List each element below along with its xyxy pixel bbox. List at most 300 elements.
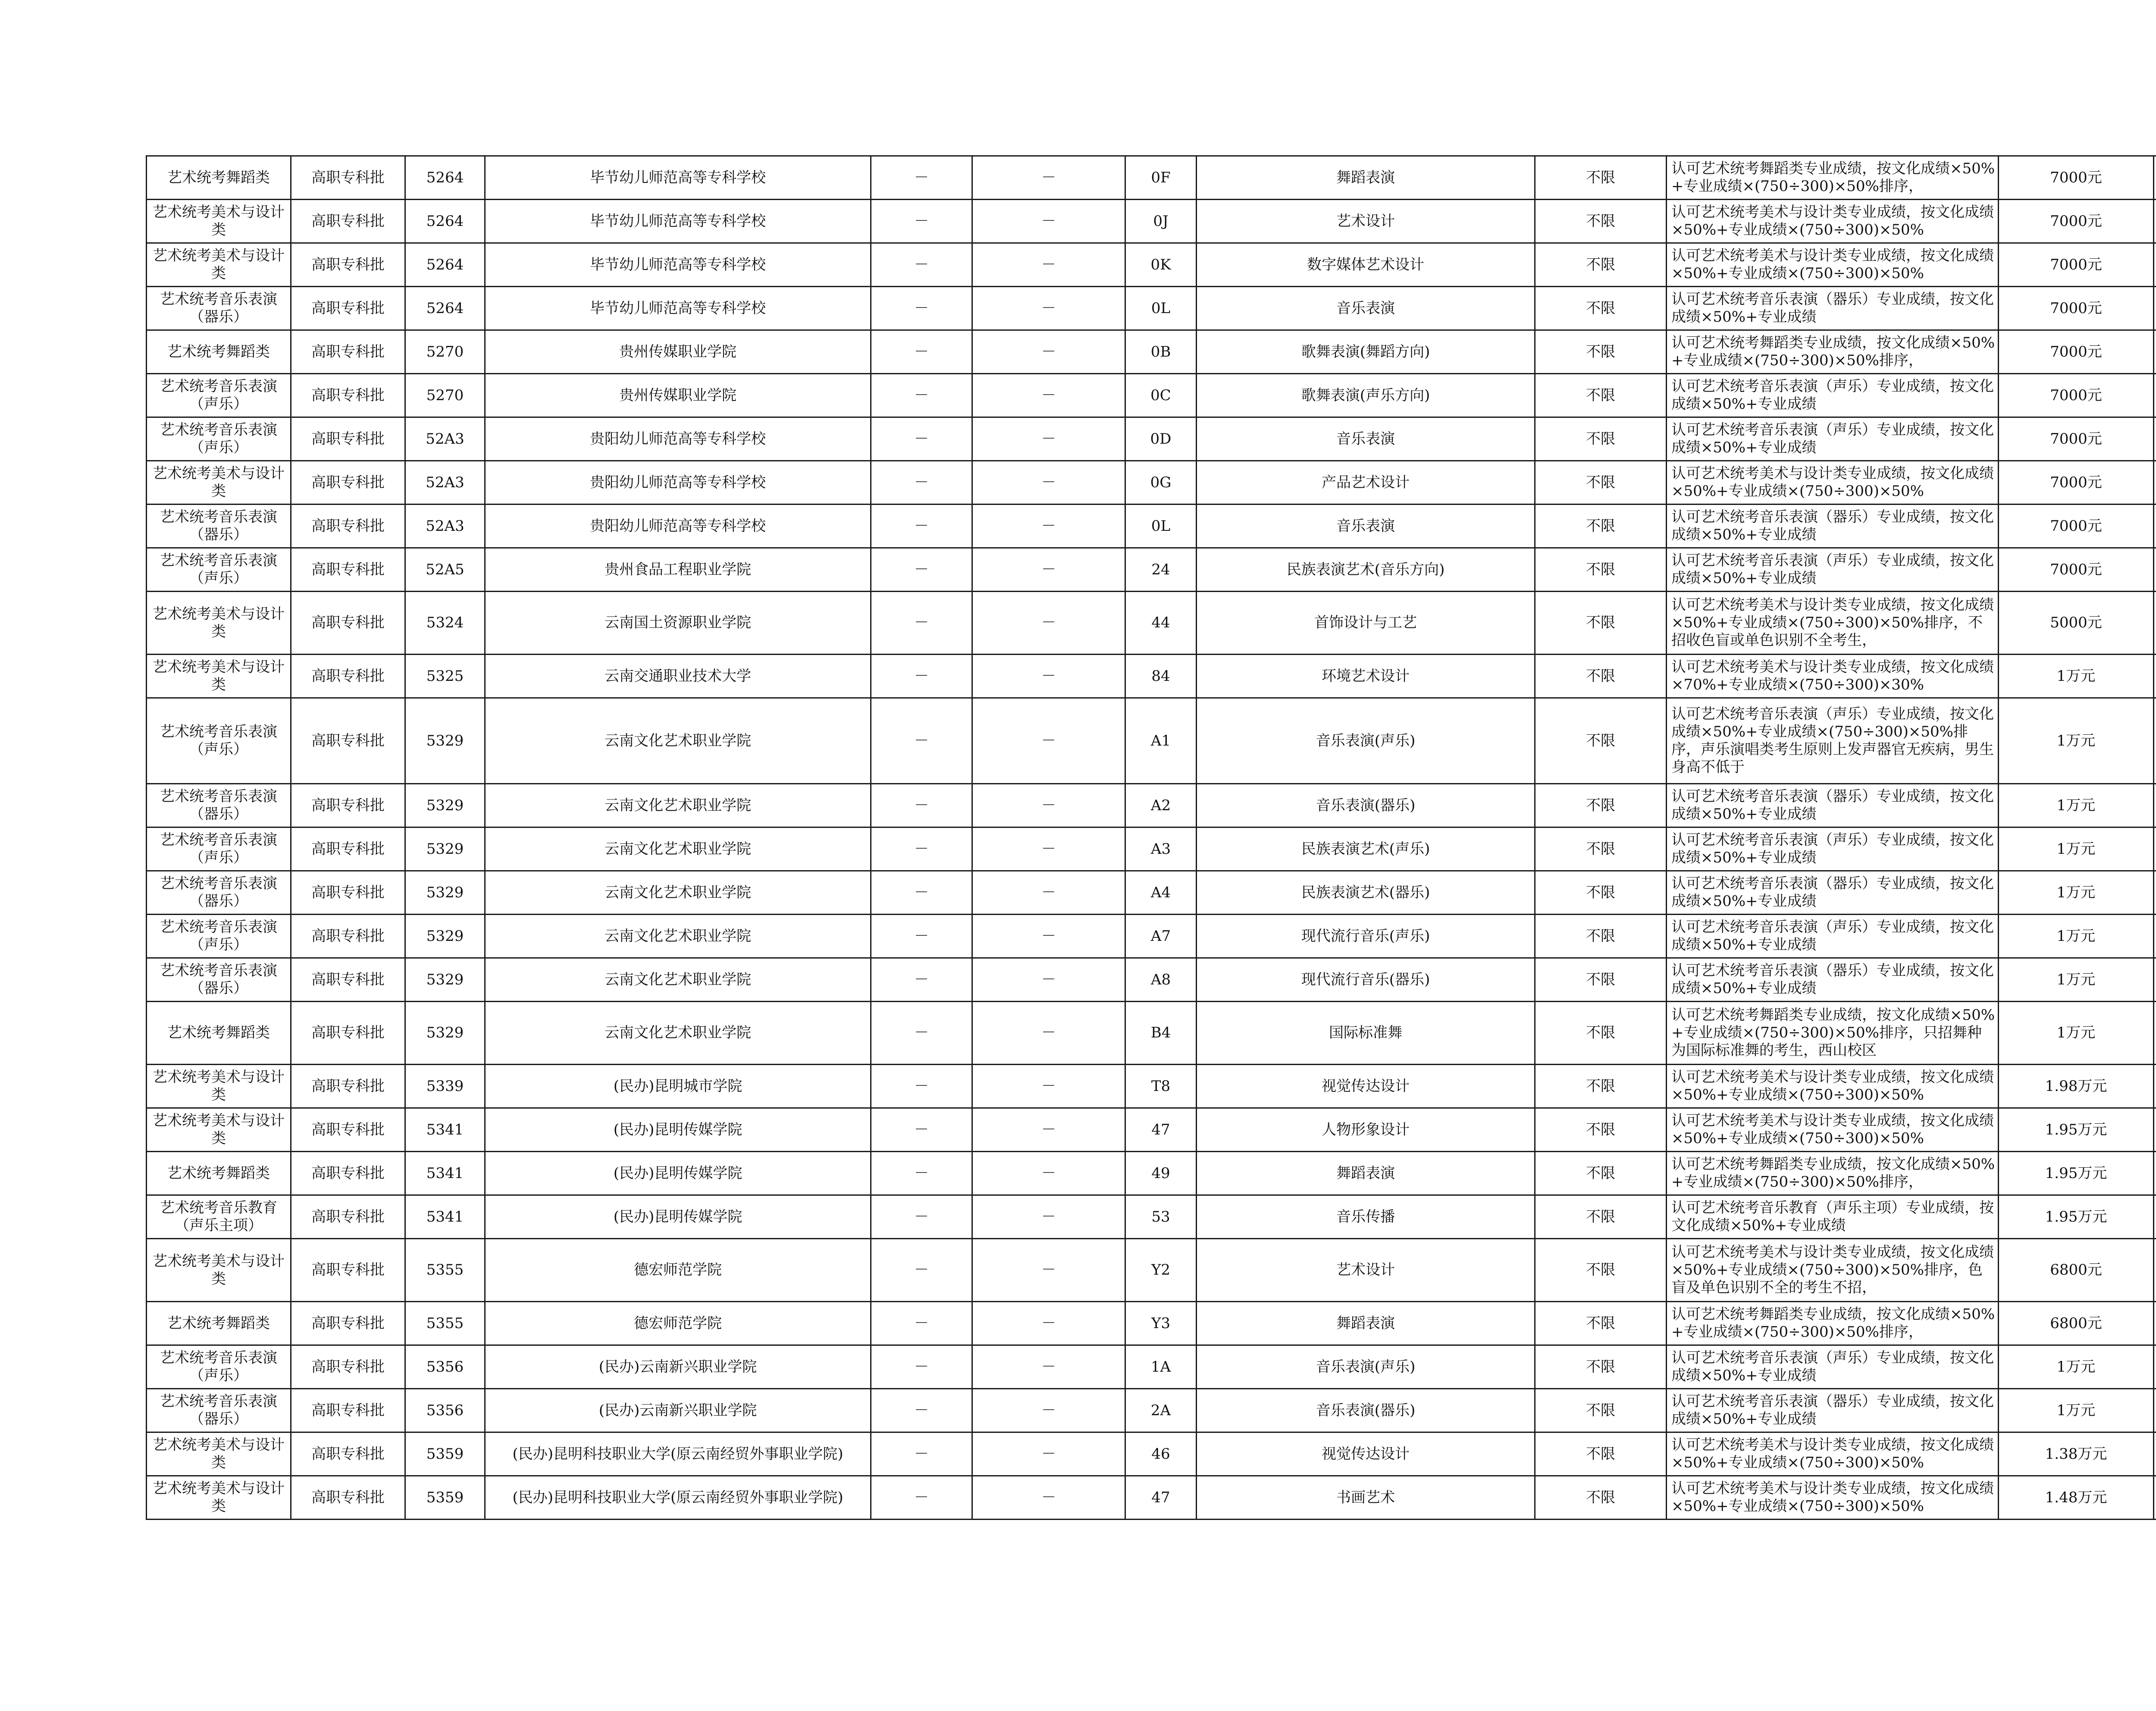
table-row — [147, 915, 2156, 958]
major-name-cell: 书画艺术 — [1197, 1476, 1535, 1520]
plan-count-cell — [2154, 592, 2156, 655]
category-cell: 艺术统考舞蹈类 — [147, 1302, 291, 1345]
tuition-cell: 1.48万元 — [1999, 1476, 2154, 1520]
plan-count-cell — [2154, 1065, 2156, 1108]
admission-note-text: 认可艺术统考舞蹈类专业成绩，按文化成绩×50%+专业成绩×(750÷300)×50%排序，只招舞种为国际标准舞的考生，西山校区 — [1671, 1006, 1995, 1059]
major-code-cell: 0L — [1125, 505, 1197, 548]
tuition-cell: 7000元 — [1999, 287, 2154, 330]
school-code-cell: 52A3 — [405, 417, 485, 461]
major-name-cell: 音乐表演(器乐) — [1197, 1389, 1535, 1432]
school-code-cell: 5341 — [405, 1108, 485, 1152]
dash-cell: － — [871, 200, 972, 243]
admission-note-text: 认可艺术统考美术与设计类专业成绩，按文化成绩×50%+专业成绩×(750÷300)×50% — [1671, 204, 1994, 238]
batch-cell: 高职专科批 — [291, 1065, 405, 1108]
dash-cell: － — [871, 1302, 972, 1345]
major-code-cell: 0D — [1125, 417, 1197, 461]
plan-count-cell — [2154, 243, 2156, 287]
admission-note-text: 认可艺术统考美术与设计类专业成绩，按文化成绩×50%+专业成绩×(750÷300)×50% — [1671, 247, 1994, 282]
admission-note-text: 认可艺术统考美术与设计类专业成绩，按文化成绩×50%+专业成绩×(750÷300)×50% — [1671, 1436, 1994, 1471]
table-row — [147, 655, 2156, 698]
batch-cell: 高职专科批 — [291, 505, 405, 548]
tuition-cell: 1万元 — [1999, 1002, 2154, 1065]
dash-cell: － — [972, 1152, 1125, 1195]
dash-cell: － — [972, 1065, 1125, 1108]
dash-cell: － — [972, 1345, 1125, 1389]
major-code-cell: 0L — [1125, 287, 1197, 330]
tuition-cell: 1万元 — [1999, 1345, 2154, 1389]
school-name-cell: 云南交通职业技术大学 — [485, 655, 871, 698]
major-code-cell: A2 — [1125, 784, 1197, 827]
major-name-cell: 视觉传达设计 — [1197, 1432, 1535, 1476]
dash-cell: － — [871, 287, 972, 330]
restriction-cell: 不限 — [1535, 330, 1667, 374]
admission-note-text: 认可艺术统考美术与设计类专业成绩，按文化成绩×50%+专业成绩×(750÷300)×50% — [1671, 1069, 1994, 1103]
restriction-cell: 不限 — [1535, 1389, 1667, 1432]
dash-cell: － — [972, 1432, 1125, 1476]
school-code-cell: 5264 — [405, 156, 485, 200]
batch-cell: 高职专科批 — [291, 827, 405, 871]
plan-count-cell — [2154, 548, 2156, 592]
batch-cell: 高职专科批 — [291, 655, 405, 698]
plan-count-cell — [2154, 1389, 2156, 1432]
tuition-cell: 1万元 — [1999, 827, 2154, 871]
table-row — [147, 330, 2156, 374]
tuition-cell: 1.95万元 — [1999, 1152, 2154, 1195]
school-code-cell: 5329 — [405, 784, 485, 827]
school-code-cell: 5264 — [405, 287, 485, 330]
batch-cell: 高职专科批 — [291, 417, 405, 461]
admission-note-text: 认可艺术统考舞蹈类专业成绩，按文化成绩×50%+专业成绩×(750÷300)×50%排序， — [1671, 334, 1995, 369]
tuition-cell: 1.38万元 — [1999, 1432, 2154, 1476]
restriction-cell: 不限 — [1535, 156, 1667, 200]
batch-cell: 高职专科批 — [291, 1389, 405, 1432]
major-code-cell: T8 — [1125, 1065, 1197, 1108]
batch-cell: 高职专科批 — [291, 461, 405, 505]
restriction-cell: 不限 — [1535, 1152, 1667, 1195]
admission-note-cell — [1667, 461, 1999, 505]
admission-note-cell — [1667, 505, 1999, 548]
tuition-cell: 1万元 — [1999, 915, 2154, 958]
major-name-cell: 国际标准舞 — [1197, 1002, 1535, 1065]
plan-count-cell — [2154, 287, 2156, 330]
batch-cell: 高职专科批 — [291, 1239, 405, 1302]
major-code-cell: Y2 — [1125, 1239, 1197, 1302]
major-code-cell: 0C — [1125, 374, 1197, 417]
admission-note-cell — [1667, 200, 1999, 243]
major-code-cell: 0J — [1125, 200, 1197, 243]
restriction-cell: 不限 — [1535, 784, 1667, 827]
restriction-cell: 不限 — [1535, 548, 1667, 592]
dash-cell: － — [871, 1152, 972, 1195]
tuition-cell: 1.95万元 — [1999, 1108, 2154, 1152]
school-code-cell: 5270 — [405, 330, 485, 374]
school-code-cell: 5355 — [405, 1239, 485, 1302]
school-name-cell: 贵州食品工程职业学院 — [485, 548, 871, 592]
category-cell: 艺术统考音乐表演（器乐） — [147, 505, 291, 548]
school-name-cell: 德宏师范学院 — [485, 1302, 871, 1345]
dash-cell: － — [871, 156, 972, 200]
admission-note-text: 认可艺术统考美术与设计类专业成绩，按文化成绩×50%+专业成绩×(750÷300)×50% — [1671, 1112, 1994, 1147]
category-cell: 艺术统考音乐表演（器乐） — [147, 1389, 291, 1432]
dash-cell: － — [972, 243, 1125, 287]
school-name-cell: 毕节幼儿师范高等专科学校 — [485, 287, 871, 330]
plan-count-cell — [2154, 1476, 2156, 1520]
plan-count-cell — [2154, 505, 2156, 548]
category-cell: 艺术统考美术与设计类 — [147, 200, 291, 243]
school-name-cell: 毕节幼儿师范高等专科学校 — [485, 156, 871, 200]
major-code-cell: 0F — [1125, 156, 1197, 200]
admission-note-text: 认可艺术统考美术与设计类专业成绩，按文化成绩×50%+专业成绩×(750÷300)×50% — [1671, 1480, 1994, 1515]
school-name-cell: (民办)昆明传媒学院 — [485, 1195, 871, 1239]
restriction-cell: 不限 — [1535, 1302, 1667, 1345]
major-name-cell: 舞蹈表演 — [1197, 156, 1535, 200]
dash-cell: － — [871, 1239, 972, 1302]
school-name-cell: 云南文化艺术职业学院 — [485, 698, 871, 784]
plan-count-cell — [2154, 1195, 2156, 1239]
table-body — [147, 156, 2156, 1520]
batch-cell: 高职专科批 — [291, 200, 405, 243]
plan-count-cell — [2154, 330, 2156, 374]
tuition-cell: 6800元 — [1999, 1302, 2154, 1345]
batch-cell: 高职专科批 — [291, 1432, 405, 1476]
admission-note-cell — [1667, 1108, 1999, 1152]
admission-note-cell — [1667, 1302, 1999, 1345]
plan-count-cell — [2154, 417, 2156, 461]
table-row — [147, 958, 2156, 1002]
major-name-cell: 音乐表演 — [1197, 287, 1535, 330]
category-cell: 艺术统考舞蹈类 — [147, 1002, 291, 1065]
table-row — [147, 1389, 2156, 1432]
dash-cell: － — [972, 784, 1125, 827]
dash-cell: － — [972, 548, 1125, 592]
admission-note-cell — [1667, 1239, 1999, 1302]
admission-note-cell — [1667, 330, 1999, 374]
plan-count-cell — [2154, 827, 2156, 871]
major-code-cell: A4 — [1125, 871, 1197, 915]
dash-cell: － — [972, 417, 1125, 461]
admission-note-cell — [1667, 592, 1999, 655]
major-code-cell: A8 — [1125, 958, 1197, 1002]
category-cell: 艺术统考舞蹈类 — [147, 1152, 291, 1195]
batch-cell: 高职专科批 — [291, 374, 405, 417]
tuition-cell: 1万元 — [1999, 655, 2154, 698]
dash-cell: － — [871, 505, 972, 548]
admission-note-text: 认可艺术统考音乐表演（声乐）专业成绩，按文化成绩×50%+专业成绩 — [1671, 831, 1994, 866]
plan-count-cell — [2154, 1302, 2156, 1345]
admissions-sheet — [146, 155, 2156, 1520]
category-cell: 艺术统考音乐表演（声乐） — [147, 698, 291, 784]
category-cell: 艺术统考音乐表演（声乐） — [147, 548, 291, 592]
school-code-cell: 5329 — [405, 915, 485, 958]
major-name-cell: 歌舞表演(声乐方向) — [1197, 374, 1535, 417]
batch-cell: 高职专科批 — [291, 1345, 405, 1389]
tuition-cell: 1万元 — [1999, 958, 2154, 1002]
admission-note-cell — [1667, 1195, 1999, 1239]
major-name-cell: 数字媒体艺术设计 — [1197, 243, 1535, 287]
admission-note-text: 认可艺术统考音乐表演（器乐）专业成绩，按文化成绩×50%+专业成绩 — [1671, 788, 1994, 823]
tuition-cell: 5000元 — [1999, 592, 2154, 655]
table-row — [147, 827, 2156, 871]
restriction-cell: 不限 — [1535, 592, 1667, 655]
dash-cell: － — [972, 200, 1125, 243]
category-cell: 艺术统考美术与设计类 — [147, 1065, 291, 1108]
admission-note-text: 认可艺术统考音乐表演（器乐）专业成绩，按文化成绩×50%+专业成绩 — [1671, 875, 1994, 910]
category-cell: 艺术统考音乐表演（声乐） — [147, 417, 291, 461]
major-name-cell: 民族表演艺术(器乐) — [1197, 871, 1535, 915]
category-cell: 艺术统考舞蹈类 — [147, 156, 291, 200]
school-name-cell: 贵阳幼儿师范高等专科学校 — [485, 505, 871, 548]
restriction-cell: 不限 — [1535, 200, 1667, 243]
major-name-cell: 歌舞表演(舞蹈方向) — [1197, 330, 1535, 374]
dash-cell: － — [972, 655, 1125, 698]
school-code-cell: 5356 — [405, 1345, 485, 1389]
category-cell: 艺术统考美术与设计类 — [147, 1239, 291, 1302]
dash-cell: － — [972, 1302, 1125, 1345]
school-name-cell: 云南文化艺术职业学院 — [485, 784, 871, 827]
dash-cell: － — [972, 505, 1125, 548]
tuition-cell: 1万元 — [1999, 698, 2154, 784]
batch-cell: 高职专科批 — [291, 1152, 405, 1195]
admission-note-cell — [1667, 287, 1999, 330]
dash-cell: － — [871, 1195, 972, 1239]
admission-note-text: 认可艺术统考音乐表演（声乐）专业成绩，按文化成绩×50%+专业成绩 — [1671, 421, 1994, 456]
school-name-cell: 贵阳幼儿师范高等专科学校 — [485, 417, 871, 461]
plan-count-cell — [2154, 156, 2156, 200]
admission-note-cell — [1667, 374, 1999, 417]
dash-cell: － — [972, 915, 1125, 958]
admission-note-cell — [1667, 548, 1999, 592]
plan-count-cell — [2154, 461, 2156, 505]
major-name-cell: 环境艺术设计 — [1197, 655, 1535, 698]
major-code-cell: 47 — [1125, 1108, 1197, 1152]
restriction-cell: 不限 — [1535, 1108, 1667, 1152]
admission-note-cell — [1667, 156, 1999, 200]
major-code-cell: 0G — [1125, 461, 1197, 505]
school-code-cell: 5270 — [405, 374, 485, 417]
school-code-cell: 5341 — [405, 1152, 485, 1195]
tuition-cell: 7000元 — [1999, 156, 2154, 200]
major-code-cell: 0K — [1125, 243, 1197, 287]
major-code-cell: A3 — [1125, 827, 1197, 871]
school-name-cell: 云南文化艺术职业学院 — [485, 958, 871, 1002]
dash-cell: － — [972, 698, 1125, 784]
major-name-cell: 音乐表演(声乐) — [1197, 698, 1535, 784]
admission-note-cell — [1667, 827, 1999, 871]
table-row — [147, 1302, 2156, 1345]
restriction-cell: 不限 — [1535, 1065, 1667, 1108]
admission-note-cell — [1667, 417, 1999, 461]
admission-note-text: 认可艺术统考美术与设计类专业成绩，按文化成绩×70%+专业成绩×(750÷300)×30% — [1671, 658, 1994, 693]
admission-note-cell — [1667, 698, 1999, 784]
tuition-cell: 6800元 — [1999, 1239, 2154, 1302]
table-row — [147, 505, 2156, 548]
major-name-cell: 民族表演艺术(音乐方向) — [1197, 548, 1535, 592]
dash-cell: － — [972, 287, 1125, 330]
major-code-cell: 0B — [1125, 330, 1197, 374]
major-name-cell: 视觉传达设计 — [1197, 1065, 1535, 1108]
major-code-cell: 24 — [1125, 548, 1197, 592]
tuition-cell: 7000元 — [1999, 461, 2154, 505]
school-name-cell: (民办)昆明科技职业大学(原云南经贸外事职业学院) — [485, 1476, 871, 1520]
major-name-cell: 现代流行音乐(器乐) — [1197, 958, 1535, 1002]
dash-cell: － — [871, 1389, 972, 1432]
category-cell: 艺术统考美术与设计类 — [147, 1476, 291, 1520]
school-code-cell: 5359 — [405, 1476, 485, 1520]
table-row — [147, 1002, 2156, 1065]
tuition-cell: 7000元 — [1999, 548, 2154, 592]
restriction-cell: 不限 — [1535, 243, 1667, 287]
dash-cell: － — [871, 958, 972, 1002]
table-row — [147, 1195, 2156, 1239]
restriction-cell: 不限 — [1535, 374, 1667, 417]
admission-note-cell — [1667, 1432, 1999, 1476]
dash-cell: － — [871, 1065, 972, 1108]
school-code-cell: 5325 — [405, 655, 485, 698]
tuition-cell: 1万元 — [1999, 871, 2154, 915]
dash-cell: － — [972, 592, 1125, 655]
batch-cell: 高职专科批 — [291, 156, 405, 200]
restriction-cell: 不限 — [1535, 1432, 1667, 1476]
major-code-cell: 84 — [1125, 655, 1197, 698]
restriction-cell: 不限 — [1535, 1195, 1667, 1239]
restriction-cell: 不限 — [1535, 461, 1667, 505]
admission-note-cell — [1667, 784, 1999, 827]
major-name-cell: 音乐传播 — [1197, 1195, 1535, 1239]
major-code-cell: A1 — [1125, 698, 1197, 784]
table-row — [147, 1345, 2156, 1389]
tuition-cell: 1万元 — [1999, 1389, 2154, 1432]
batch-cell: 高职专科批 — [291, 1195, 405, 1239]
school-name-cell: 云南文化艺术职业学院 — [485, 1002, 871, 1065]
dash-cell: － — [871, 915, 972, 958]
major-name-cell: 音乐表演(声乐) — [1197, 1345, 1535, 1389]
category-cell: 艺术统考音乐表演（声乐） — [147, 827, 291, 871]
category-cell: 艺术统考音乐表演（声乐） — [147, 374, 291, 417]
admission-note-cell — [1667, 915, 1999, 958]
dash-cell: － — [871, 871, 972, 915]
category-cell: 艺术统考美术与设计类 — [147, 461, 291, 505]
major-name-cell: 现代流行音乐(声乐) — [1197, 915, 1535, 958]
batch-cell: 高职专科批 — [291, 287, 405, 330]
plan-count-cell — [2154, 1239, 2156, 1302]
admission-note-cell — [1667, 958, 1999, 1002]
admission-note-text: 认可艺术统考音乐表演（声乐）专业成绩，按文化成绩×50%+专业成绩 — [1671, 918, 1994, 953]
plan-count-cell — [2154, 915, 2156, 958]
major-name-cell: 艺术设计 — [1197, 1239, 1535, 1302]
admission-note-text: 认可艺术统考美术与设计类专业成绩，按文化成绩×50%+专业成绩×(750÷300)×50% — [1671, 465, 1994, 500]
dash-cell: － — [972, 374, 1125, 417]
major-name-cell: 产品艺术设计 — [1197, 461, 1535, 505]
table-row — [147, 374, 2156, 417]
batch-cell: 高职专科批 — [291, 1108, 405, 1152]
admission-note-cell — [1667, 1345, 1999, 1389]
table-row — [147, 1065, 2156, 1108]
school-code-cell: 5329 — [405, 827, 485, 871]
admission-note-text: 认可艺术统考音乐教育（声乐主项）专业成绩，按文化成绩×50%+专业成绩 — [1671, 1199, 1994, 1234]
category-cell: 艺术统考音乐表演（器乐） — [147, 287, 291, 330]
school-code-cell: 5324 — [405, 592, 485, 655]
category-cell: 艺术统考美术与设计类 — [147, 243, 291, 287]
major-code-cell: 2A — [1125, 1389, 1197, 1432]
admission-note-text: 认可艺术统考音乐表演（器乐）专业成绩，按文化成绩×50%+专业成绩 — [1671, 291, 1994, 326]
plan-count-cell — [2154, 1432, 2156, 1476]
restriction-cell: 不限 — [1535, 871, 1667, 915]
dash-cell: － — [871, 548, 972, 592]
category-cell: 艺术统考美术与设计类 — [147, 655, 291, 698]
table-row — [147, 1108, 2156, 1152]
restriction-cell: 不限 — [1535, 1002, 1667, 1065]
school-code-cell: 5359 — [405, 1432, 485, 1476]
tuition-cell: 7000元 — [1999, 200, 2154, 243]
school-name-cell: (民办)昆明城市学院 — [485, 1065, 871, 1108]
major-code-cell: B4 — [1125, 1002, 1197, 1065]
table-row — [147, 200, 2156, 243]
plan-count-cell — [2154, 1108, 2156, 1152]
admission-note-cell — [1667, 1002, 1999, 1065]
table-row — [147, 461, 2156, 505]
admission-note-text: 认可艺术统考舞蹈类专业成绩，按文化成绩×50%+专业成绩×(750÷300)×50%排序， — [1671, 1156, 1995, 1191]
plan-count-cell — [2154, 1345, 2156, 1389]
school-code-cell: 52A3 — [405, 505, 485, 548]
school-name-cell: 云南国土资源职业学院 — [485, 592, 871, 655]
restriction-cell: 不限 — [1535, 417, 1667, 461]
restriction-cell: 不限 — [1535, 698, 1667, 784]
dash-cell: － — [972, 827, 1125, 871]
school-code-cell: 52A3 — [405, 461, 485, 505]
plan-count-cell — [2154, 655, 2156, 698]
major-name-cell: 舞蹈表演 — [1197, 1152, 1535, 1195]
major-code-cell: A7 — [1125, 915, 1197, 958]
plan-count-cell — [2154, 200, 2156, 243]
school-code-cell: 5329 — [405, 871, 485, 915]
school-name-cell: (民办)云南新兴职业学院 — [485, 1345, 871, 1389]
tuition-cell: 7000元 — [1999, 330, 2154, 374]
dash-cell: － — [972, 330, 1125, 374]
school-name-cell: 云南文化艺术职业学院 — [485, 915, 871, 958]
school-name-cell: 贵州传媒职业学院 — [485, 330, 871, 374]
batch-cell: 高职专科批 — [291, 915, 405, 958]
plan-count-cell — [2154, 871, 2156, 915]
school-code-cell: 5355 — [405, 1302, 485, 1345]
table-row — [147, 243, 2156, 287]
admission-note-text: 认可艺术统考美术与设计类专业成绩，按文化成绩×50%+专业成绩×(750÷300)×50%排序，不招收色盲或单色识别不全考生， — [1671, 596, 1994, 649]
plan-count-cell — [2154, 1002, 2156, 1065]
school-code-cell: 5329 — [405, 1002, 485, 1065]
table-row — [147, 417, 2156, 461]
school-code-cell: 5264 — [405, 243, 485, 287]
batch-cell: 高职专科批 — [291, 698, 405, 784]
category-cell: 艺术统考美术与设计类 — [147, 1432, 291, 1476]
major-name-cell: 人物形象设计 — [1197, 1108, 1535, 1152]
batch-cell: 高职专科批 — [291, 784, 405, 827]
restriction-cell: 不限 — [1535, 915, 1667, 958]
category-cell: 艺术统考美术与设计类 — [147, 592, 291, 655]
restriction-cell: 不限 — [1535, 827, 1667, 871]
category-cell: 艺术统考音乐表演（声乐） — [147, 915, 291, 958]
school-name-cell: 毕节幼儿师范高等专科学校 — [485, 200, 871, 243]
major-name-cell: 首饰设计与工艺 — [1197, 592, 1535, 655]
tuition-cell: 7000元 — [1999, 374, 2154, 417]
batch-cell: 高职专科批 — [291, 1302, 405, 1345]
dash-cell: － — [871, 330, 972, 374]
dash-cell: － — [972, 1476, 1125, 1520]
dash-cell: － — [871, 655, 972, 698]
school-name-cell: 德宏师范学院 — [485, 1239, 871, 1302]
category-cell: 艺术统考音乐表演（器乐） — [147, 871, 291, 915]
dash-cell: － — [871, 1345, 972, 1389]
admission-note-cell — [1667, 243, 1999, 287]
school-name-cell: 云南文化艺术职业学院 — [485, 827, 871, 871]
